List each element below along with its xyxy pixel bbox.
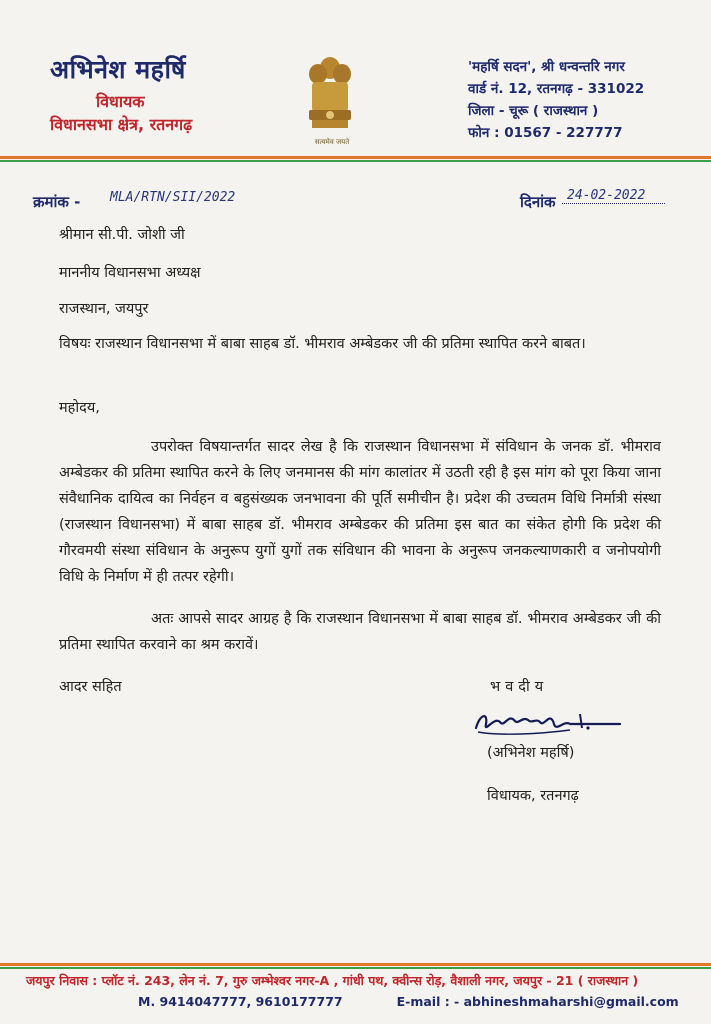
recipient-name: श्रीमान सी.पी. जोशी जी (59, 227, 185, 243)
reference-label: क्रमांक - (33, 193, 81, 211)
recipient-location: राजस्थान, जयपुर (59, 301, 149, 317)
state-emblem-icon (298, 52, 362, 152)
footer-contact (138, 994, 679, 1009)
yours-faithfully: भवदीय (490, 679, 549, 695)
closing: आदर सहित (59, 679, 122, 695)
signatory-name: (अभिनेश महर्षि) (487, 745, 575, 761)
letterhead-role: विधायक (96, 92, 145, 111)
letterhead-name: अभिनेश महर्षि (50, 55, 186, 84)
footer-divider-green (0, 967, 711, 969)
body-paragraph-1: उपरोक्त विषयान्तर्गत सादर लेख है कि राजस्थान विधानसभा में संविधान के जनक डॉ. भीमराव अम्बेडकर की प्रतिमा स्थापित करने के लिए जनमानस की मांग कालांतर में उठती रही है इस मांग को पूरा किया जाना संवैधानिक दायित्व का निर्वहन व बहुसंख्यक जनभावना की पूर्ति समीचीन है। प्रदेश की उच्चतम विधि निर्मात्री संस्था (राजस्थान विधानसभा) में बाबा साहब डॉ. भीमराव अम्बेडकर की प्रतिमा इस बात का संकेत होगी कि प्रदेश की गौरवमयी संस्था संविधान के अनुरूप युगों युगों तक संविधान की भावना के अनुरूप जनकल्याणकारी व जनोपयोगी विधि के निर्माण में ही तत्पर रहेगी। (59, 439, 661, 585)
emblem-caption: सत्यमेव जयते (314, 138, 350, 146)
date-underline (562, 203, 665, 204)
reference-number: MLA/RTN/SII/2022 (110, 190, 236, 205)
body-paragraph-2: अतः आपसे सादर आग्रह है कि राजस्थान विधानसभा में बाबा साहब डॉ. भीमराव अम्बेडकर जी की प्रतिमा स्थापित करवाने का श्रम करावें। (59, 611, 661, 653)
header-divider-green (0, 160, 711, 162)
footer-email: E-mail : - abhineshmaharshi@gmail.com (396, 994, 679, 1009)
salutation: महोदय, (59, 400, 100, 416)
footer-residence-address: जयपुर निवास : प्लॉट नं. 243, लेन नं. 7, गुरु जम्भेश्वर नगर-A , गांधी पथ, क्वीन्स रोड़, वैशाली नगर, जयपुर - 21 ( राजस्थान ) (26, 973, 639, 988)
recipient-designation: माननीय विधानसभा अध्यक्ष (59, 265, 201, 281)
phone-line: फोन : 01567 - 227777 (468, 125, 623, 141)
header-divider-saffron (0, 156, 711, 159)
letterhead-constituency: विधानसभा क्षेत्र, रतनगढ़ (50, 115, 193, 134)
address-line: 'महर्षि सदन', श्री धन्वन्तरि नगर (468, 59, 625, 75)
handwritten-signature (470, 706, 630, 742)
signatory-title: विधायक, रतनगढ़ (487, 788, 579, 804)
date-value: 24-02-2022 (567, 188, 646, 203)
footer-mobile: M. 9414047777, 9610177777 (138, 994, 343, 1009)
letterhead-address (468, 56, 644, 144)
letter-subject: विषयः राजस्थान विधानसभा में बाबा साहब डॉ. भीमराव अम्बेडकर जी की प्रतिमा स्थापित करने बाबत। (59, 336, 586, 352)
address-line: वार्ड नं. 12, रतनगढ़ - 331022 (468, 81, 645, 97)
date-label: दिनांक (520, 193, 556, 211)
address-line: जिला - चूरू ( राजस्थान ) (468, 103, 599, 119)
footer-divider-saffron (0, 963, 711, 966)
